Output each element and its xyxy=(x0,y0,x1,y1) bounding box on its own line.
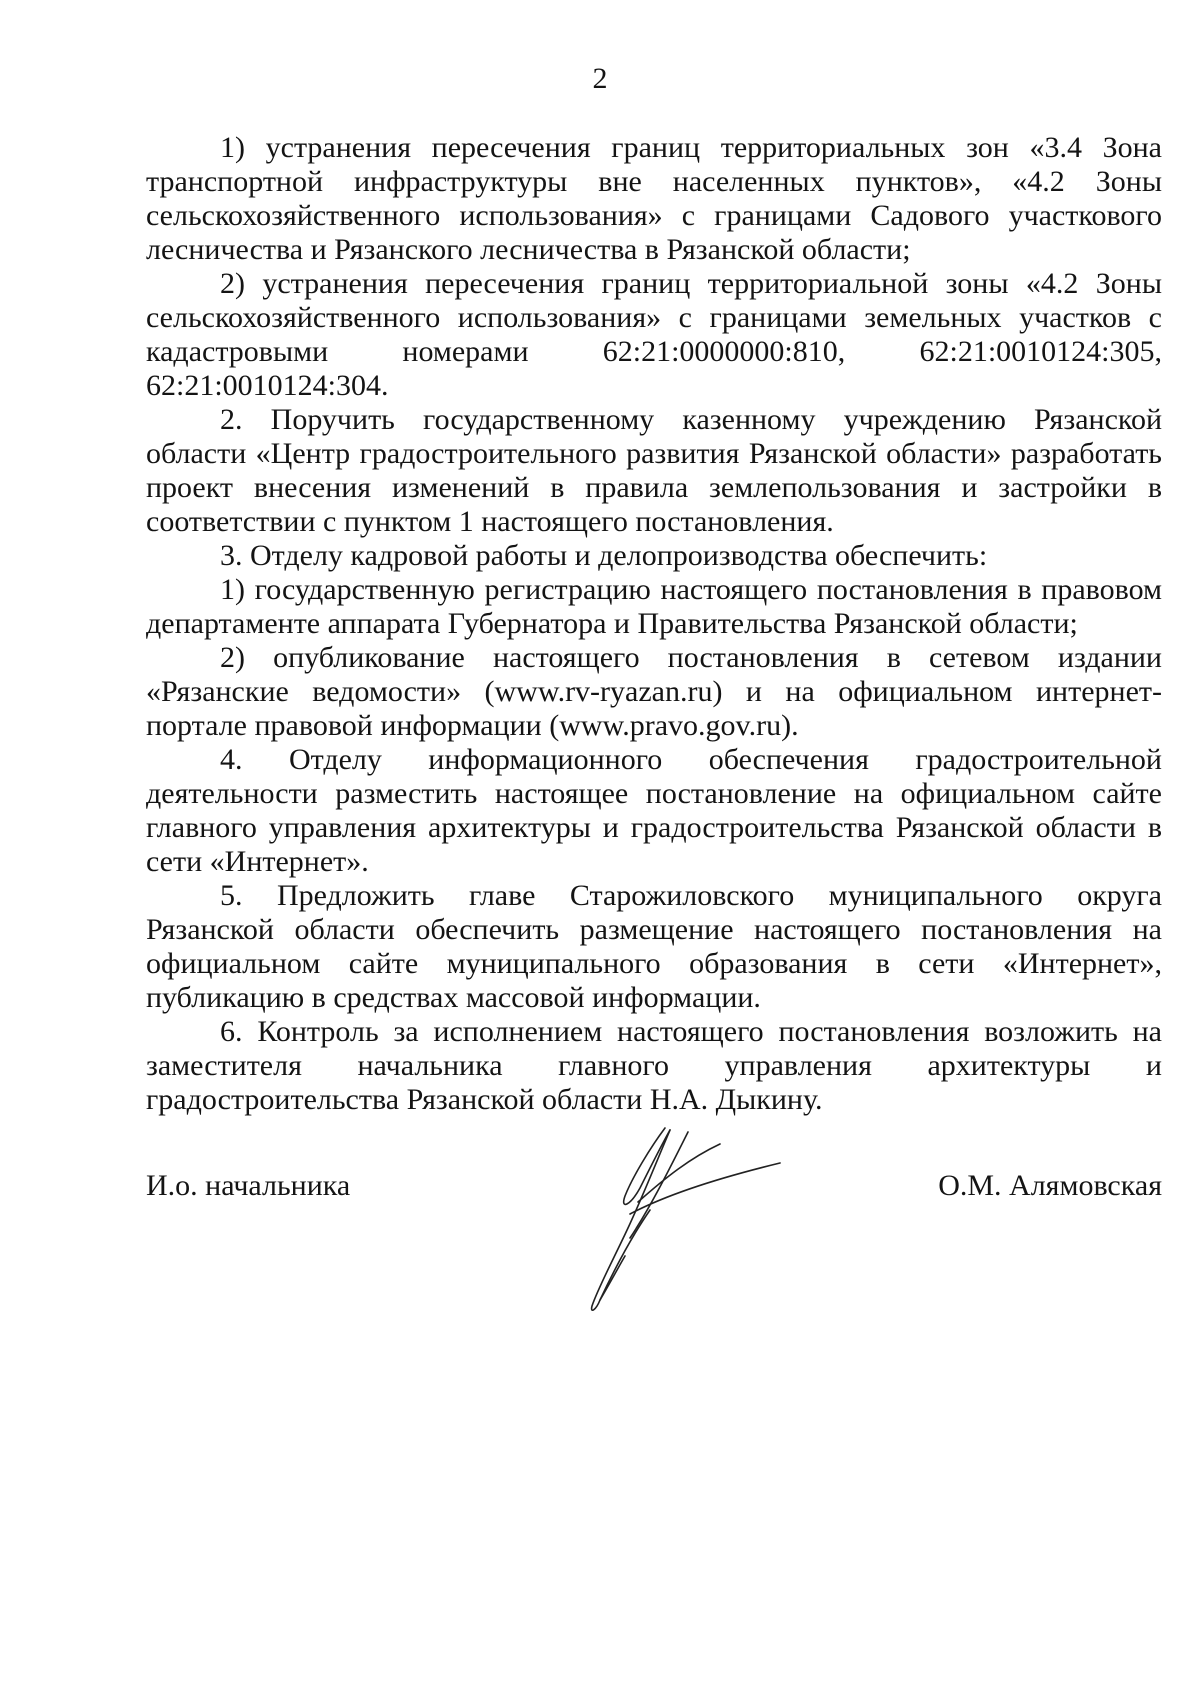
paragraph-3-2: 2) опубликование настоящего постановления в сетевом издании «Рязанские ведомости» (www.rv-ryazan.ru) и на официальном интернет-портале правовой информации (www.pravo.gov.ru). xyxy=(146,641,1162,742)
signatory-position: И.о. начальника xyxy=(146,1169,351,1202)
document-body xyxy=(146,131,1162,1117)
signatory-name: О.М. Алямовская xyxy=(938,1169,1162,1202)
paragraph-4: 4. Отделу информационного обеспечения градостроительной деятельности разместить настоящее постановление на официальном сайте главного управления архитектуры и градостроительства Рязанской области в сети «Интернет». xyxy=(146,743,1162,878)
paragraph-3-1: 1) государственную регистрацию настоящего постановления в правовом департаменте аппарата Губернатора и Правительства Рязанской области; xyxy=(146,573,1162,640)
paragraph-1-2: 2) устранения пересечения границ территориальной зоны «4.2 Зоны сельскохозяйственного использования» с границами земельных участков с кадастровыми номерами 62:21:0000000:810, 62:21:0010124:305, 62:21:0010124:304. xyxy=(146,267,1162,402)
paragraph-5: 5. Предложить главе Старожиловского муниципального округа Рязанской области обеспечить размещение настоящего постановления на официальном сайте муниципального образования в сети «Интернет», публикацию в средствах массовой информации. xyxy=(146,879,1162,1014)
paragraph-1-1: 1) устранения пересечения границ территориальных зон «3.4 Зона транспортной инфраструктуры вне населенных пунктов», «4.2 Зоны сельскохозяйственного использования» с границами Садового участкового лесничества и Рязанского лесничества в Рязанской области; xyxy=(146,131,1162,266)
page-number: 2 xyxy=(592,62,608,95)
paragraph-3: 3. Отделу кадровой работы и делопроизводства обеспечить: xyxy=(220,539,988,572)
paragraph-6: 6. Контроль за исполнением настоящего постановления возложить на заместителя начальника главного управления архитектуры и градостроительства Рязанской области Н.А. Дыкину. xyxy=(146,1015,1162,1116)
handwritten-signature xyxy=(570,1118,810,1328)
paragraph-2: 2. Поручить государственному казенному учреждению Рязанской области «Центр градостроительного развития Рязанской области» разработать проект внесения изменений в правила землепользования и застройки в соответствии с пунктом 1 настоящего постановления. xyxy=(146,403,1162,538)
